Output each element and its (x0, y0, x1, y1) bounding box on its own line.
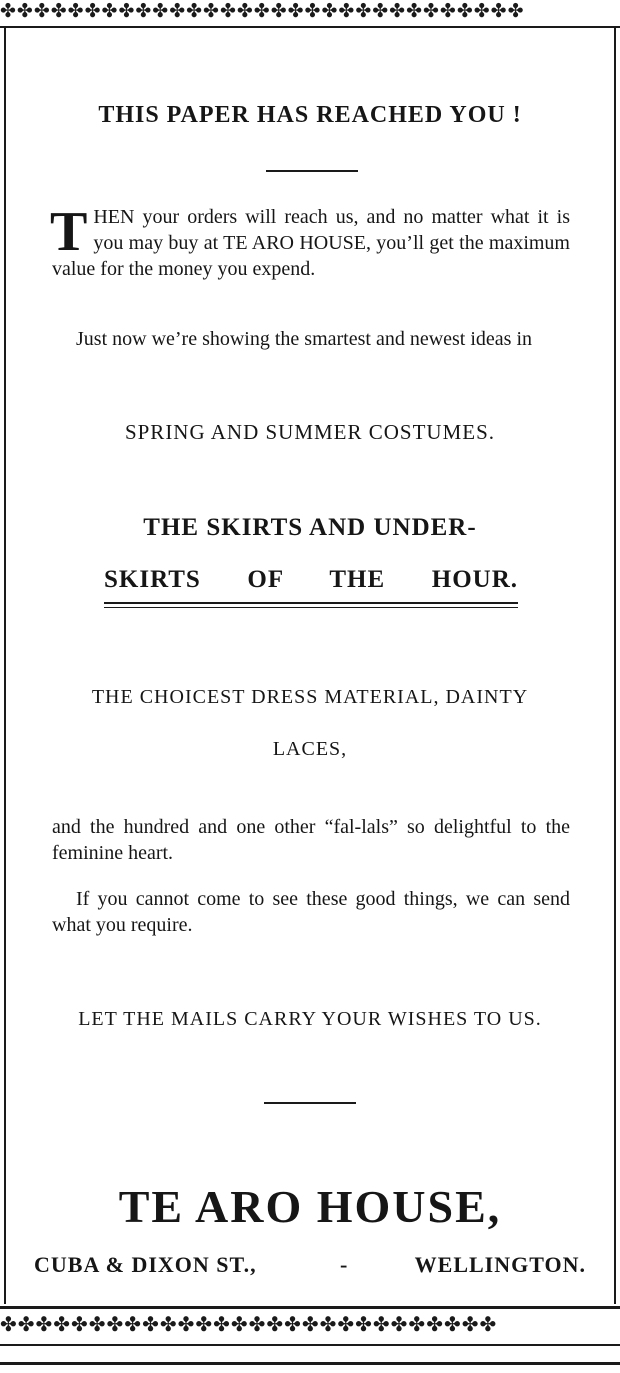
costumes-heading: SPRING AND SUMMER COSTUMES. (124, 420, 496, 444)
bottom-rule-upper (0, 1306, 620, 1309)
divider-dash-lower (264, 1102, 356, 1104)
address-separator: - (340, 1252, 349, 1277)
intro-text: HEN your orders will reach us, and no matter what it is you may buy at TE ARO HOUSE, you’ll get the maximum value for the money you expend. (52, 206, 570, 280)
right-frame-line (614, 28, 616, 1304)
skirts-underline-bottom (104, 607, 518, 608)
headline: THIS PAPER HAS REACHED YOU ! (98, 102, 522, 128)
drop-cap: T (50, 201, 88, 263)
send-paragraph: If you cannot come to see these good things, we can send what you require. (52, 888, 570, 936)
skirts-underline-top (104, 602, 518, 604)
top-ornament-border: ✤✤✤✤✤✤✤✤✤✤✤✤✤✤✤✤✤✤✤✤✤✤✤✤✤✤✤✤✤✤✤ (0, 2, 525, 22)
skirts-heading-line1: THE SKIRTS AND UNDER- (143, 514, 477, 541)
mails-line: LET THE MAILS CARRY YOUR WISHES TO US. (78, 1008, 542, 1030)
bottom-rule-edge (0, 1362, 620, 1365)
store-name: TE ARO HOUSE, (118, 1181, 502, 1232)
bottom-rule-lower (0, 1344, 620, 1346)
bottom-ornament-border: ✤✤✤✤✤✤✤✤✤✤✤✤✤✤✤✤✤✤✤✤✤✤✤✤✤✤✤✤ (0, 1314, 498, 1336)
dress-material-line: THE CHOICEST DRESS MATERIAL, DAINTY (91, 686, 529, 708)
divider-dash (266, 170, 358, 172)
intro-paragraph (50, 201, 570, 282)
showing-paragraph: Just now we’re showing the smartest and newest ideas in (76, 328, 533, 350)
top-rule (0, 26, 620, 28)
left-frame-line (4, 28, 6, 1304)
skirts-heading-line2: SKIRTS OF THE HOUR. (104, 566, 518, 593)
fal-lals-paragraph: and the hundred and one other “fal-lals” so delightful to the feminine heart. (52, 816, 570, 864)
address-street: CUBA & DIXON ST., (34, 1252, 257, 1277)
address-city: WELLINGTON. (414, 1252, 586, 1277)
laces-line: LACES, (272, 738, 348, 760)
